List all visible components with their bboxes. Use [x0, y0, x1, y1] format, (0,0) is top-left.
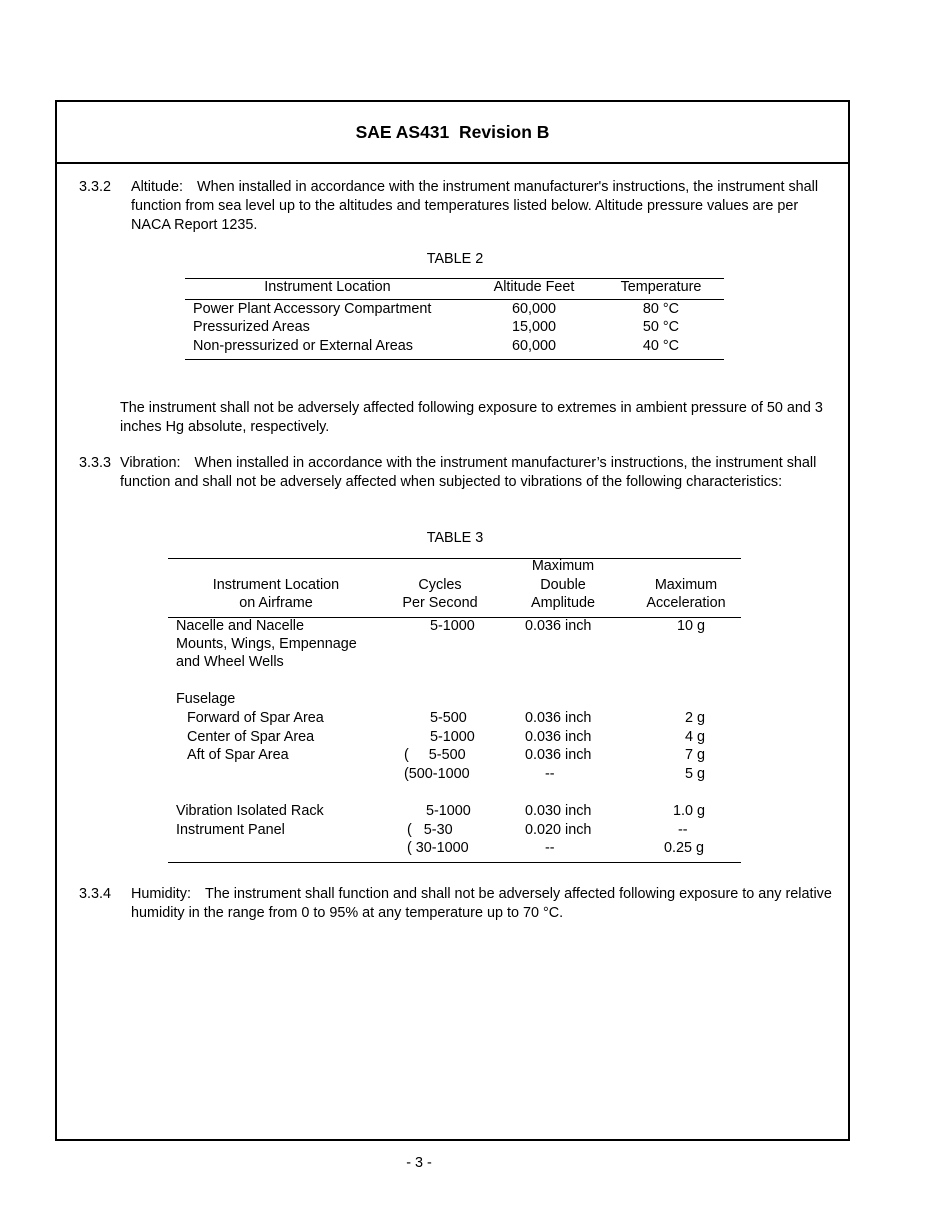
table-cell: 5-1000 — [430, 618, 475, 634]
table3-header-cycles: Per Second — [402, 595, 478, 611]
table-cell: 0.25 g — [664, 840, 705, 856]
table-cell: -- — [545, 840, 555, 856]
table3-bottom-rule — [168, 862, 741, 863]
table-cell: 0.036 inch — [525, 710, 592, 726]
table3-header-location: on Airframe — [239, 595, 313, 611]
table-cell: ( 5-30 — [407, 822, 453, 838]
document-title: SAE AS431 Revision B — [355, 122, 550, 142]
table-cell: ( 30-1000 — [407, 840, 469, 856]
table-cell: 5 g — [685, 766, 706, 782]
table-cell: 5-1000 — [426, 803, 471, 819]
table-cell: 5-500 — [430, 710, 467, 726]
table2-caption: TABLE 2 — [426, 251, 484, 267]
table-cell: and Wheel Wells — [176, 654, 284, 670]
table-cell: 50 °C — [642, 319, 680, 335]
table-cell: Fuselage — [176, 691, 236, 707]
table-cell: Instrument Panel — [176, 822, 285, 838]
table-cell: Non-pressurized or External Areas — [193, 338, 413, 354]
table-cell: -- — [545, 766, 555, 782]
table-cell: 0.030 inch — [525, 803, 592, 819]
page-number: - 3 - — [406, 1155, 432, 1171]
table-cell: 0.036 inch — [525, 747, 592, 763]
section-text: The instrument shall function and shall not be adversely affected following exposure to any relative humidity in the range from 0 to 95% at any temperature up to 70 °C. — [131, 886, 832, 921]
table-cell: 15,000 — [511, 319, 556, 335]
table3-header-amplitude: Amplitude — [531, 595, 595, 611]
table-cell: 0.036 inch — [525, 618, 592, 634]
table2-header-temperature: Temperature — [620, 279, 702, 295]
section-text: When installed in accordance with the instrument manufacturer's instructions, the instrument shall function from sea level up to the altitudes and temperatures listed below. Altitude pressure values are per NACA Report 1235. — [131, 179, 819, 233]
table-cell: 0.020 inch — [525, 822, 592, 838]
table-cell: 5-1000 — [430, 729, 475, 745]
section-heading: Altitude: — [131, 179, 183, 195]
table2-header-rule — [185, 299, 724, 300]
table-cell: -- — [678, 822, 688, 838]
table-cell: 40 °C — [642, 338, 680, 354]
table-cell: Pressurized Areas — [193, 319, 310, 335]
section-heading: Vibration: — [120, 455, 181, 471]
table3-caption: TABLE 3 — [426, 530, 484, 546]
table-cell: Forward of Spar Area — [187, 710, 324, 726]
table-cell: 2 g — [685, 710, 706, 726]
section-text: When installed in accordance with the instrument manufacturer’s instructions, the instrument shall function and shall not be adversely affected when subjected to vibrations of the following characteristics: — [120, 455, 817, 490]
section-number: 3.3.3 — [79, 455, 112, 471]
table2-header-altitude: Altitude Feet — [493, 279, 575, 295]
table-cell: Aft of Spar Area — [187, 747, 289, 763]
table2-bottom-rule — [185, 359, 724, 360]
table-cell: Mounts, Wings, Empennage — [176, 636, 357, 652]
section-number: 3.3.2 — [79, 179, 112, 195]
section-heading: Humidity: — [131, 886, 191, 902]
table-cell: 1.0 g — [673, 803, 706, 819]
table-cell: Nacelle and Nacelle — [176, 618, 304, 634]
table3-header-amplitude: Double — [540, 577, 586, 593]
pressure-note: The instrument shall not be adversely affected following exposure to extremes in ambient pressure of 50 and 3 inches Hg absolute, respectively. — [120, 400, 823, 435]
table3-header-acceleration: Maximum — [654, 577, 718, 593]
table-cell: (500-1000 — [404, 766, 470, 782]
table3-header-location: Instrument Location — [212, 577, 340, 593]
table-cell: Center of Spar Area — [187, 729, 315, 745]
table3-header-cycles: Cycles — [418, 577, 462, 593]
table3-top-rule — [168, 558, 741, 559]
table-cell: Power Plant Accessory Compartment — [193, 301, 432, 317]
table3-header-amplitude: Maximum — [531, 558, 595, 574]
section-number: 3.3.4 — [79, 886, 112, 902]
table3-header-acceleration: Acceleration — [646, 595, 726, 611]
table-cell: 80 °C — [642, 301, 680, 317]
table-cell: ( 5-500 — [404, 747, 466, 763]
table-cell: 60,000 — [511, 338, 556, 354]
table2-header-location: Instrument Location — [264, 279, 391, 295]
table-cell: 60,000 — [511, 301, 556, 317]
header-band — [57, 102, 848, 164]
table-cell: 7 g — [685, 747, 706, 763]
table-cell: 4 g — [685, 729, 706, 745]
table-cell: Vibration Isolated Rack — [176, 803, 324, 819]
table-cell: 10 g — [677, 618, 706, 634]
table-cell: 0.036 inch — [525, 729, 592, 745]
